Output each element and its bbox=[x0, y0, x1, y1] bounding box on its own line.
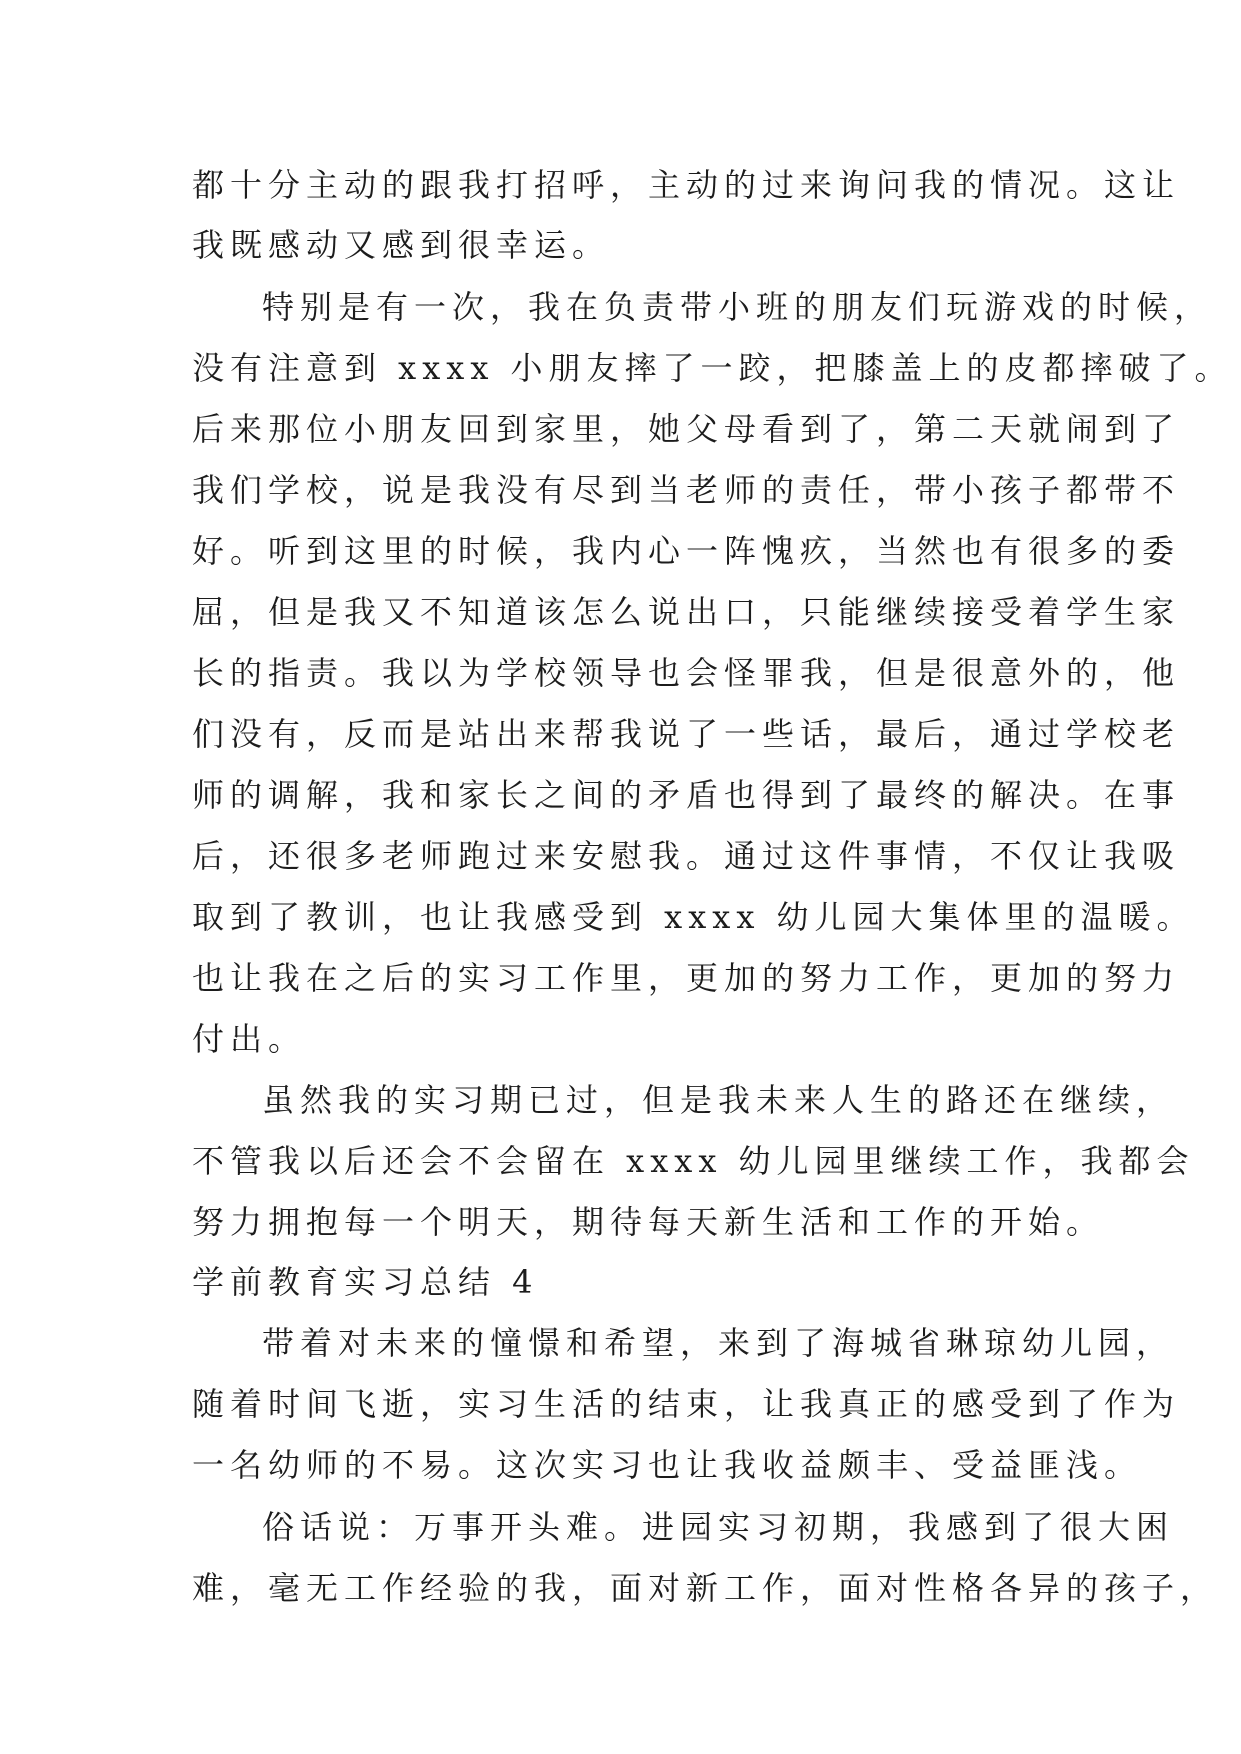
section-heading: 学前教育实习总结 4 bbox=[192, 1263, 539, 1301]
text-line: 长的指责。我以为学校领导也会怪罪我，但是很意外的，他 bbox=[192, 654, 1181, 692]
text-line: 好。听到这里的时候，我内心一阵愧疚，当然也有很多的委 bbox=[192, 532, 1181, 570]
text-line: 取到了教训，也让我感受到 xxxx 幼儿园大集体里的温暖。 bbox=[192, 898, 1195, 936]
text-line: 难，毫无工作经验的我，面对新工作，面对性格各异的孩子， bbox=[192, 1569, 1219, 1607]
text-line: 随着时间飞逝，实习生活的结束，让我真正的感受到了作为 bbox=[192, 1385, 1181, 1423]
text-line: 后，还很多老师跑过来安慰我。通过这件事情，不仅让我吸 bbox=[192, 837, 1181, 875]
text-line: 们没有，反而是站出来帮我说了一些话，最后，通过学校老 bbox=[192, 715, 1181, 753]
text-line: 也让我在之后的实习工作里，更加的努力工作，更加的努力 bbox=[192, 959, 1181, 997]
paragraph-first-line: 带着对未来的憧憬和希望，来到了海城省琳琼幼儿园， bbox=[262, 1324, 1175, 1362]
text-line: 我既感动又感到很幸运。 bbox=[192, 226, 611, 264]
text-line: 师的调解，我和家长之间的矛盾也得到了最终的解决。在事 bbox=[192, 776, 1181, 814]
text-line: 都十分主动的跟我打招呼，主动的过来询问我的情况。这让 bbox=[192, 166, 1181, 204]
text-line: 我们学校，说是我没有尽到当老师的责任，带小孩子都带不 bbox=[192, 471, 1181, 509]
text-line: 后来那位小朋友回到家里，她父母看到了，第二天就闹到了 bbox=[192, 410, 1181, 448]
text-line: 努力拥抱每一个明天，期待每天新生活和工作的开始。 bbox=[192, 1203, 1105, 1241]
text-line: 一名幼师的不易。这次实习也让我收益颇丰、受益匪浅。 bbox=[192, 1446, 1143, 1484]
text-line: 没有注意到 xxxx 小朋友摔了一跤，把膝盖上的皮都摔破了。 bbox=[192, 349, 1233, 387]
text-line: 付出。 bbox=[192, 1020, 307, 1058]
text-line: 不管我以后还会不会留在 xxxx 幼儿园里继续工作，我都会 bbox=[192, 1142, 1195, 1180]
text-line: 屈，但是我又不知道该怎么说出口，只能继续接受着学生家 bbox=[192, 593, 1181, 631]
paragraph-first-line: 特别是有一次，我在负责带小班的朋友们玩游戏的时候， bbox=[262, 288, 1213, 326]
paragraph-first-line: 虽然我的实习期已过，但是我未来人生的路还在继续， bbox=[262, 1081, 1175, 1119]
paragraph-first-line: 俗话说：万事开头难。进园实习初期，我感到了很大困 bbox=[262, 1508, 1175, 1546]
